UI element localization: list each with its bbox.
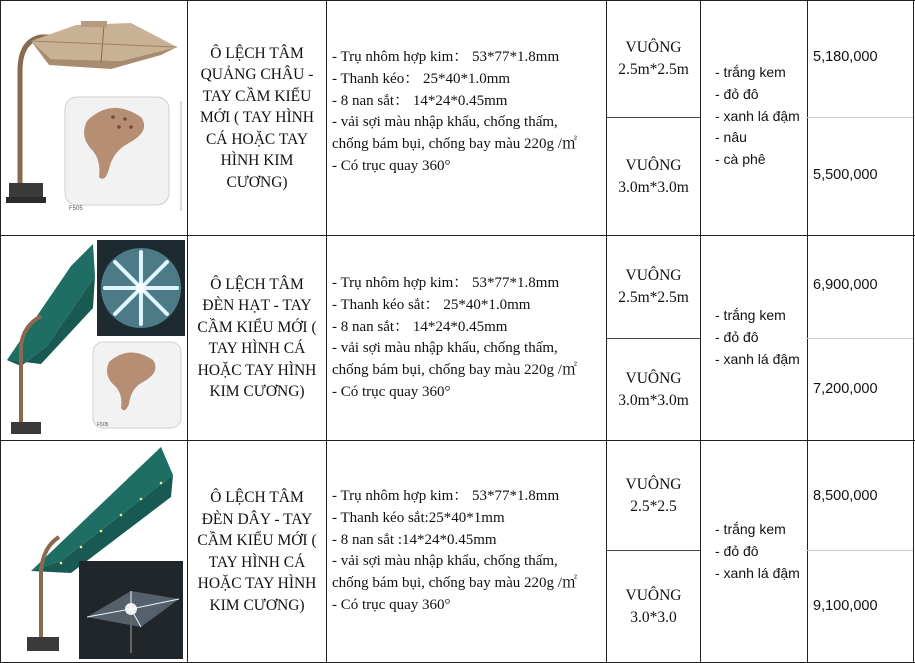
color-item: - cà phê [715,151,766,168]
product-name: Ô LỆCH TÂM QUẢNG CHÂU - TAY CẦM KIỂU MỚI ( TAY HÌNH CÁ HOẶC TAY HÌNH KIM CƯƠNG) [199,44,314,191]
product-image-1 [1,1,187,235]
spec-line: - Thanh kéo： 25*40*1.0mm [332,70,511,87]
spec-line: - Có trục quay 360° [332,596,451,613]
grid-line [913,0,914,663]
price: 6,900,000 [813,277,878,293]
color-item: - xanh lá đậm [715,107,800,124]
spec-line: - 8 nan sắt： 14*24*0.45mm [332,318,508,335]
price: 5,180,000 [813,49,878,65]
spec-line: - Trụ nhôm hợp kim： 53*77*1.8mm [332,49,560,65]
color-item: - đỏ đô [715,85,759,102]
size-option: VUÔNG 2.5m*2.5m [618,267,689,306]
spec-line: - 8 nan sắt :14*24*0.45mm [332,531,497,548]
color-item: - trắng kem [715,521,786,537]
spec-line: - Có trục quay 360° [332,157,451,174]
image-label: F505 [97,422,109,428]
color-item: - xanh lá đậm [715,564,800,581]
product-image-2 [1,236,187,440]
spec-line: - vải sợi màu nhập khẩu, chống thấm, [332,114,558,131]
product-specs [327,486,606,617]
price: 9,100,000 [813,598,878,614]
spec-line: chống bám bụi, chống bay màu 220g /㎡ [332,362,577,379]
product-specs [327,273,606,404]
color-item: - xanh lá đậm [715,350,800,367]
product-name: Ô LỆCH TÂM ĐÈN DÂY - TAY CẦM KIỂU MỚI ( TAY HÌNH CÁ HOẶC TAY HÌNH KIM CƯƠNG) [197,489,317,614]
color-options [701,305,807,370]
spec-line: chống bám bụi, chống bay màu 220g /㎡ [332,136,577,153]
color-options [701,62,807,171]
size-option [607,551,700,662]
price: 5,500,000 [813,167,878,183]
size-option [607,441,700,550]
size-label: VUÔNG 2.5*2.5 [625,475,682,515]
color-item: - đỏ đô [715,328,759,345]
product-image-3 [1,441,187,662]
size-option: VUÔNG 3.0m*3.0m [618,156,689,196]
color-item: - đỏ đô [715,542,759,559]
color-item: - trắng kem [715,307,786,323]
spec-line: - 8 nan sắt： 14*24*0.45mm [332,92,508,109]
spec-line: - Trụ nhôm hợp kim： 53*77*1.8mm [332,275,560,291]
spec-line: - Thanh kéo sắt:25*40*1mm [332,509,505,526]
spec-line: - vải sợi màu nhập khẩu, chống thấm, [332,340,558,357]
color-item: - trắng kem [715,64,786,80]
color-options [701,519,807,584]
product-specs [327,47,606,178]
grid-line [807,117,913,118]
spec-line: - Trụ nhôm hợp kim： 53*77*1.8mm [332,488,560,504]
spec-line: - Thanh kéo sắt： 25*40*1.0mm [332,296,531,313]
spec-line: - Có trục quay 360° [332,383,451,400]
image-label: F505 [69,206,83,212]
spec-line: - vải sợi màu nhập khẩu, chống thấm, [332,553,558,570]
spec-line: chống bám bụi, chống bay màu 220g /㎡ [332,575,577,592]
product-name: Ô LỆCH TÂM ĐÈN HẠT - TAY CẦM KIỂU MỚI ( TAY HÌNH CÁ HOẶC TAY HÌNH KIM CƯƠNG) [197,275,317,400]
grid-line [807,338,913,339]
grid-line [807,0,808,663]
price: 7,200,000 [813,381,878,397]
price: 8,500,000 [813,488,878,504]
grid-line [807,550,913,551]
size-option: VUÔNG 3.0m*3.0m [618,369,689,409]
size-option: VUÔNG 2.5m*2.5m [618,39,689,78]
size-label: VUÔNG 3.0*3.0 [625,586,682,626]
color-item: - nâu [715,129,747,146]
